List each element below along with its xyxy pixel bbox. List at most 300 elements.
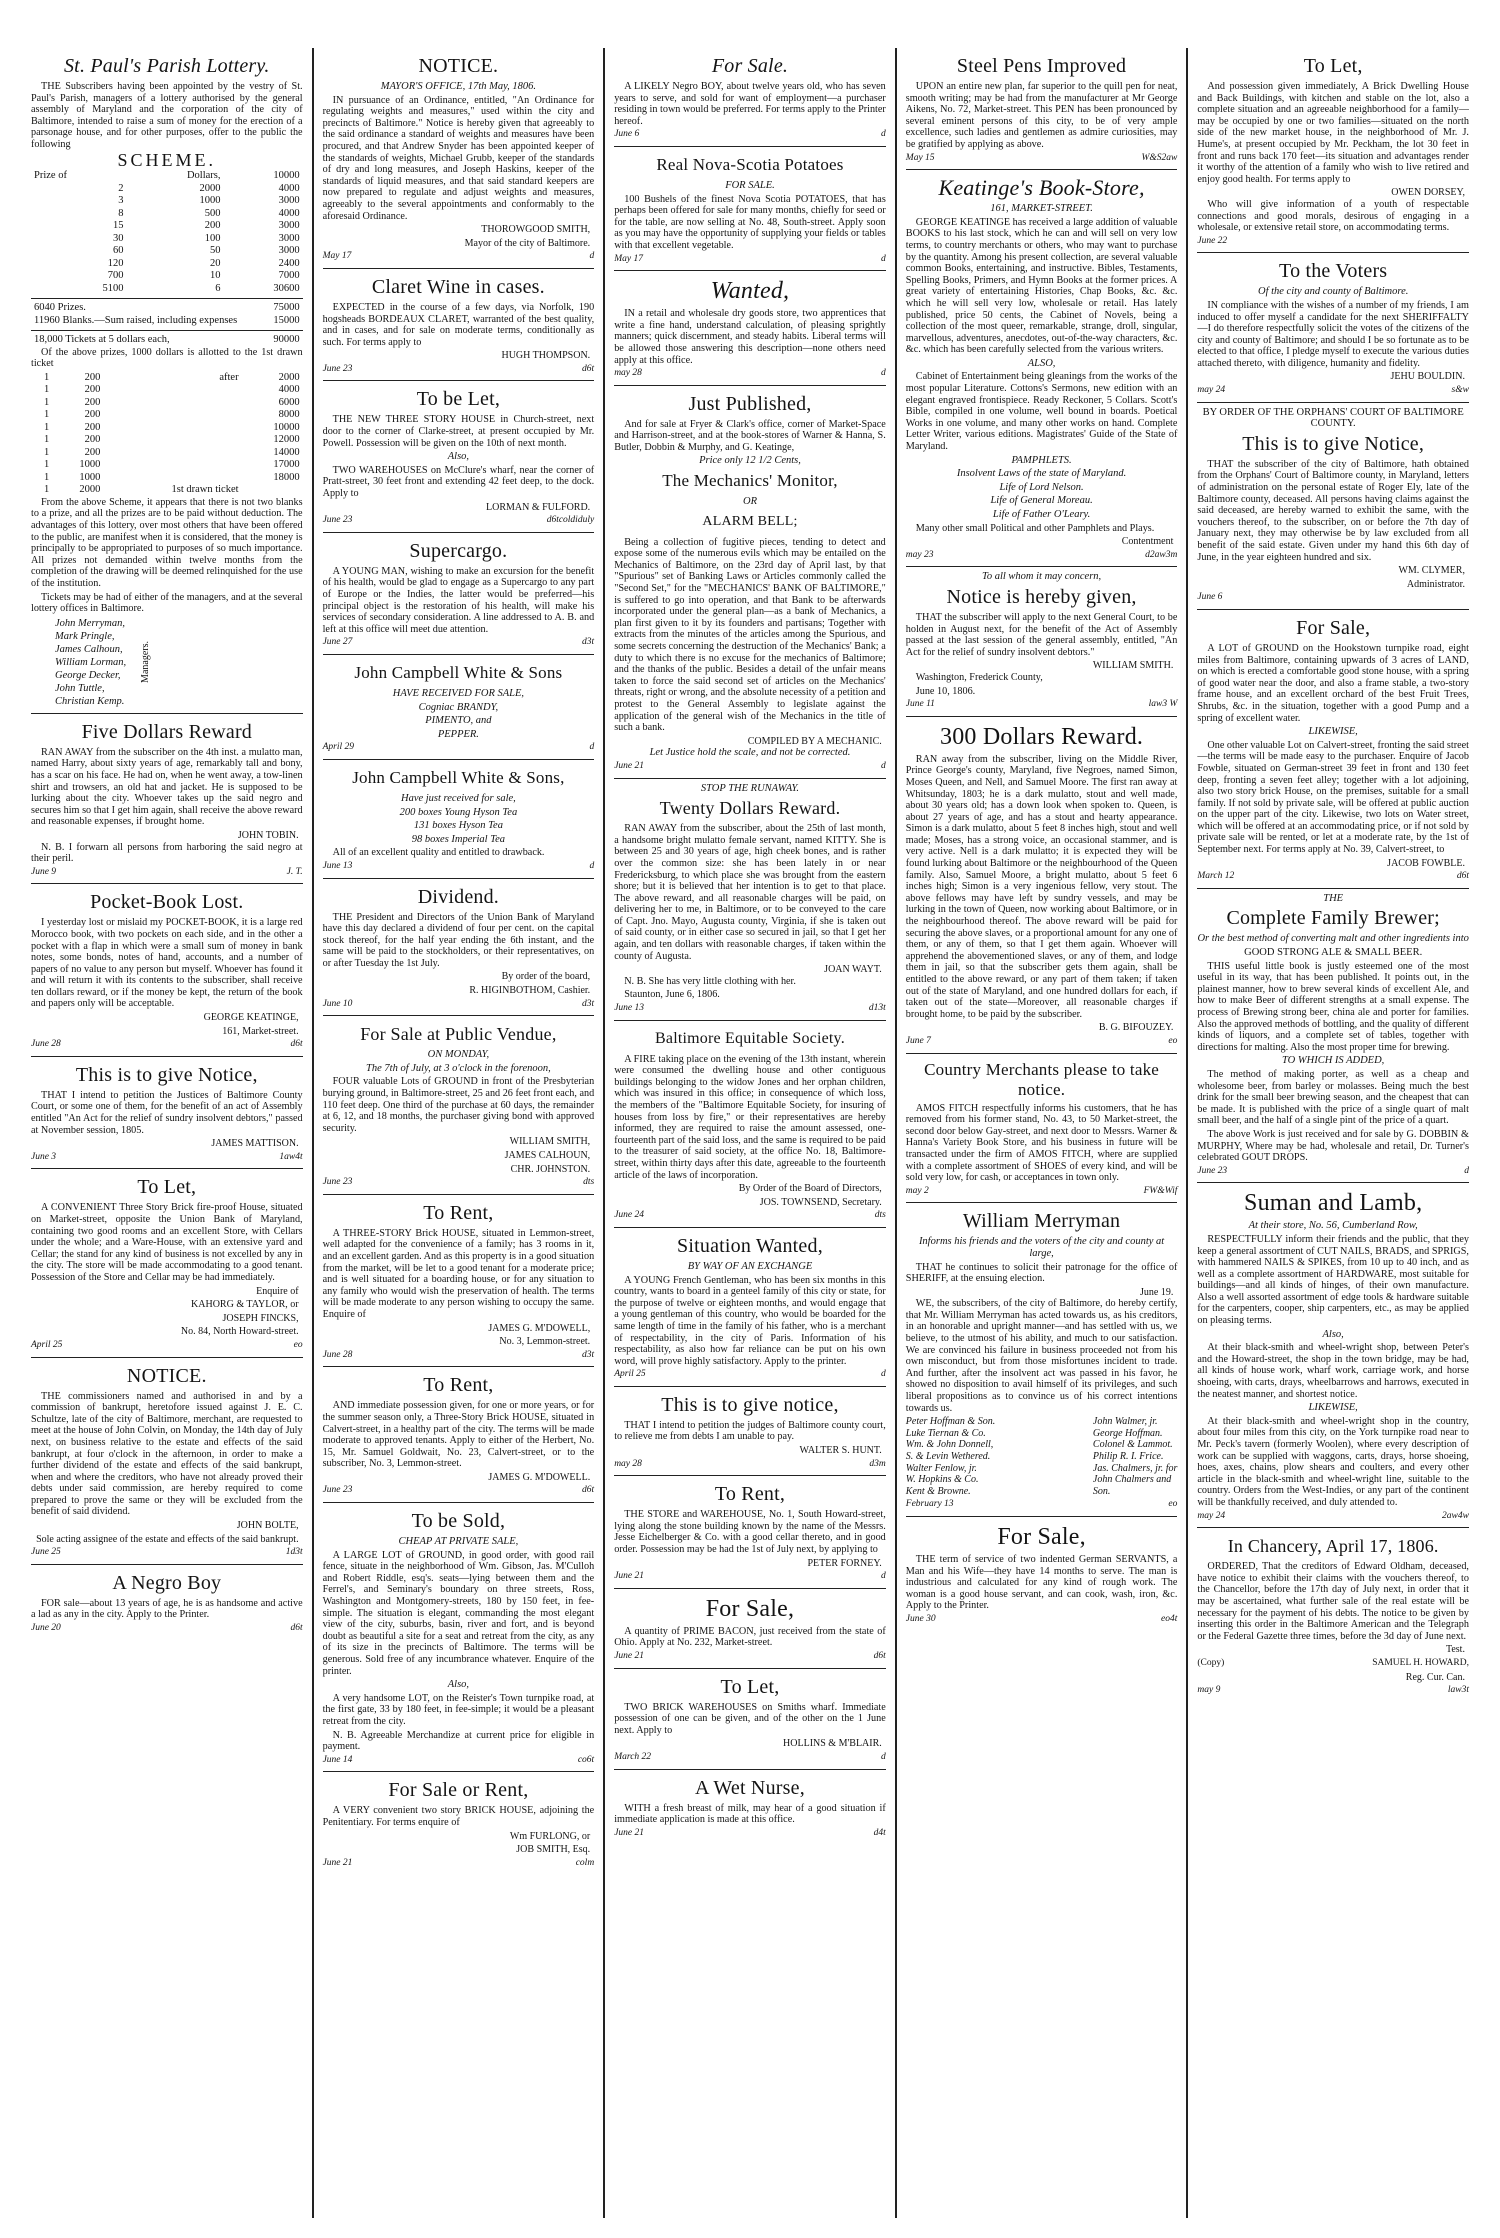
ad-code: law3 W <box>1148 699 1178 710</box>
ad-subtitle: MAYOR'S OFFICE, 17th May, 1806. <box>380 81 537 92</box>
ad-body-2: One other valuable Lot on Calvert-street, fronting the said street—the terms will be made easy to the purchaser. Enquire of Jacob Fowble, situated on German-street 39 feet in front and 130 feet deep, fronting a seven feet alley; together with a lot adjoining, also two story brick House, on the premises, suitable for a small family. If not sold by private sale, will be offered at public auction on the upper part of the city. Likewise, two lots on Water street, which will be offered at an accommodating price, or if not sold by private sale will be rented, or let at a moderate rate, by the 1st of September next. For terms apply at No. 39, Calvert-street, to <box>1197 739 1469 856</box>
ad-signature: JAMES G. M'DOWELL, <box>488 1322 591 1334</box>
drawn-row <box>31 372 303 385</box>
ad-code: d6t <box>582 363 595 374</box>
ad-code: d <box>589 860 595 871</box>
ad-body: TWO BRICK WAREHOUSES on Smiths wharf. Immediate possession of one can be given, and of the other on the 1 June next. Apply to <box>614 1701 886 1736</box>
signer-name: John Chalmers and <box>1092 1474 1172 1486</box>
ad-signature: LORMAN & FULFORD. <box>486 501 591 513</box>
drawn-cell: 1 <box>44 471 50 483</box>
prize-row <box>31 283 303 296</box>
ad-tolet-warehouses <box>614 1669 886 1770</box>
ad-footer <box>614 1828 886 1840</box>
drawn-intro: Of the above prizes, 1000 dollars is allotted to the 1st drawn ticket <box>31 346 303 370</box>
ad-lead: THE <box>1323 892 1344 904</box>
ad-signature: JOS. TOWNSEND, Secretary. <box>759 1196 882 1208</box>
ad-suman <box>1197 1183 1469 1528</box>
signers-left <box>906 1416 995 1497</box>
ad-date: June 28 <box>322 1349 353 1360</box>
ad-body: AMOS FITCH respectfully informs his customers, that he has removed from his former stand, No. 43, to 50 Market-street, the second door below Gay-street, and next door to Messrs. Warner & Hanna's Variety Book Store, and his business in future will be transacted under the firm of AMOS FITCH, where are supplied with a complete assortment of SHOES of every kind, and will be sold very low, for cash, or acceptances in town only. <box>905 1102 1178 1184</box>
ad-body-3: The above Work is just received and for sale by G. DOBBIN & MURPHY, Where may be had, wholesale and retail, Dr. Turner's celebrated GOUT DROPS. <box>1197 1128 1469 1164</box>
ad-subtitle: 161, MARKET-STREET. <box>990 203 1093 215</box>
ad-body: RAN away from the subscriber, living on the Middle River, Prince George's county, Maryland, five Negroes, named Simon, Moses Queen, and Nell, and Samuel Moore. The first ran away at Whitsunday, 1803; he is a dark mulatto, stout and well made, about 30 years old; has a down look when spoken to. Queen, is about 27 years of age, and has a stout and hearty appearance. Simon is a dark mulatto, about 5 feet 8 inches high, stout and well made; Moses, has a strong voice, an occasional stammer, and is very active. Nell is a dark mulatto; it is expected they will be found lurking about Baltimore or the neighbourhood of the Queen family. Also, Samuel Moore, a bright mulatto, about 5 feet 6 inches high; Simon is a very ingenious fellow, very stout. The above fellows may have left by sundry vessels, and may be lurking in the town of Queen, now working about Baltimore, or in the neighbourhood thereof. The above reward will be paid for securing the above slaves, or a proportional amount for any one of them, or any of them, so that I get them again. Whoever will apprehend the abovementioned slaves, or any of them, and lodge them in jail, so that the subscriber gets them again, shall be entitled to the above reward, or any part of them taken; if taken out of the state of Maryland, and one hundred dollars for each, if taken out of the state—Moreover, all reasonable charges if brought home, to be paid by the subscriber. <box>905 753 1178 1020</box>
ad-code: d <box>1464 1165 1469 1176</box>
ad-code: FW&Wif <box>1143 1185 1178 1196</box>
ad-date: may 23 <box>905 549 934 560</box>
ad-body: THE President and Directors of the Union Bank of Maryland have this day declared a dividend of four per cent. on the capital stock thereof, for the half year ending the 6th instant, and the same will be paid to the stockholders, or their representatives, on or after Tuesday the 1st July. <box>322 911 595 969</box>
ad-date: June 11 <box>905 699 935 710</box>
ad-code: law3t <box>1447 1685 1469 1696</box>
prize-header-cell: 10000 <box>273 170 300 182</box>
drawn-cell: 200 <box>84 384 101 396</box>
drawn-cell: 12000 <box>273 434 300 446</box>
ad-signature-title: Administrator. <box>1406 578 1465 590</box>
ad-signature: HOLLINS & M'BLAIR. <box>783 1738 882 1750</box>
ad-also: Also, <box>447 1679 470 1691</box>
ad-body-2: TWO WAREHOUSES on McClure's wharf, near the corner of Pratt-street, 30 feet front and extending 42 feet deep, to the dock. Apply to <box>322 464 595 500</box>
book-subtitle: ALARM BELL; <box>702 513 798 529</box>
ad-code: d <box>881 1571 886 1582</box>
ad-footer <box>323 1755 595 1767</box>
drawn-cell: 1 <box>44 484 50 496</box>
book-title: The Mechanics' Monitor, <box>662 471 838 491</box>
drawn-row <box>31 434 303 447</box>
signer-name: Luke Tiernan & Co. <box>905 1427 986 1439</box>
prize-cell: 4000 <box>278 182 300 194</box>
ad-signature: JOAN WAYT. <box>824 964 882 976</box>
prize-cell: 5100 <box>102 282 124 294</box>
ad-date: June 13 <box>322 860 353 871</box>
ad-code: d3t <box>582 637 595 648</box>
drawn-cell: 1 <box>44 371 50 383</box>
ad-footer <box>31 1152 303 1164</box>
ad-subtitle: FOR SALE. <box>725 179 775 191</box>
ad-date: June 9 <box>31 866 57 877</box>
ad-body: ORDERED, That the creditors of Edward Oldham, deceased, have notice to exhibit their claims with the vouchers thereof, to the Chancellor, before the 17th day of July next, in order that it may be ascertained, what further sale of the real estate will be necessary for the payment of his debts. The notice to be given by inserting this order in the Baltimore American and the Telegraph or the Federal Gazette three times, before the 3d day of June next. <box>1197 1561 1469 1642</box>
drawn-cell: 200 <box>84 421 101 433</box>
ad-title: Five Dollars Reward <box>81 720 253 743</box>
ad-signature: Wm FURLONG, or <box>509 1830 591 1842</box>
ad-body: A LOT of GROUND on the Hookstown turnpike road, eight miles from Baltimore, containing upwards of 3 acres of LAND, on which is erected a comfortable good stone house, with a spring of good water near the door, and also a frame stable, a two-story frame house, and an excellent orchard of the best Fruit Trees, Shrubs, &c. in the situation, together with a good Pump and a spring of excellent water. <box>1197 642 1469 724</box>
ad-title: A Wet Nurse, <box>695 1776 805 1799</box>
ad-code: d3t <box>582 998 595 1009</box>
item-list <box>323 807 595 846</box>
item-line: Cogniac BRANDY, <box>418 701 499 713</box>
ad-vendue <box>323 1016 595 1195</box>
prize-row <box>31 195 303 208</box>
ad-lead: BY ORDER OF THE ORPHANS' COURT OF BALTIMORE COUNTY. <box>1202 406 1464 430</box>
prize-cell: 200 <box>204 220 221 232</box>
ad-subtitle-2: The 7th of July, at 3 o'clock in the forenoon, <box>366 1062 551 1074</box>
ad-body: IN a retail and wholesale dry goods store, two apprentices that write a fine hand, understand calculation, of pleasing sprightly manners; quick discernment, and steady habits. Liberal terms will be allowed those answering this description—none others need apply at this office. <box>614 308 886 366</box>
ad-footer <box>323 1485 595 1497</box>
ad-subtitle: HAVE RECEIVED FOR SALE, <box>392 687 525 699</box>
ad-title: For Sale or Rent, <box>388 1779 529 1802</box>
ad-white-sons-2 <box>323 760 595 879</box>
ad-signature: JACOB FOWBLE. <box>1387 857 1465 869</box>
ad-forsale-negro <box>614 48 886 147</box>
ad-subtitle: CHEAP AT PRIVATE SALE, <box>398 1536 519 1548</box>
column-4 <box>897 48 1189 2218</box>
drawn-cell <box>103 447 241 460</box>
ad-footer <box>906 1614 1178 1626</box>
ad-footer <box>1197 1166 1469 1178</box>
ad-body-2: At their black-smith and wheel-wright shop, between Peter's and the Howard-street, the shop in the town bridge, may be had, all kinds of house work, wharf work, carriage work, and horse shoeing, with carts, drays, wheelbarrows and harrows, executed in the neatest manner, and shortest notice. <box>1197 1342 1469 1400</box>
ad-runaway <box>614 779 886 1021</box>
ad-title: To Let, <box>1303 55 1363 77</box>
ad-date: June 23 <box>322 1177 353 1188</box>
ad-brewer <box>1197 889 1469 1183</box>
drawn-cell: 200 <box>84 446 101 458</box>
ad-notice-hunt <box>614 1387 886 1476</box>
ad-body: A LARGE LOT of GROUND, in good order, with good rail fence, situate in the neighborhood of Wm. Gibson, Jas. M'Culloh and Robert Riddle, esq's. seats—lying between them and the Ferrel's, and Seminary's boundary on three streets, Ross, Washington and Montgomery-streets, 180 by 150 feet, in fee-simple. The situation is elegant, commanding the most elegant view of the city, suburbs, basin, river and fort, and is beyond doubt as beautiful a site for a seat and retreat from the city, as any of its size in the precincts of Baltimore. The terms will be generous. Sold free of any incumbrance whatever. Enquire of the printer. <box>322 1549 595 1677</box>
ad-footer <box>323 861 595 873</box>
ad-footer <box>906 153 1178 165</box>
ad-signature: THOROWGOOD SMITH, <box>481 224 591 236</box>
ad-title: Steel Pens Improved <box>956 55 1127 77</box>
ad-signature: HUGH THOMPSON. <box>501 350 591 362</box>
prize-cell: 500 <box>204 207 221 219</box>
ad-signature: KAHORG & TAYLOR, or <box>191 1299 299 1311</box>
item-line: 200 boxes Young Hyson Tea <box>399 806 518 818</box>
ad-footer <box>323 999 595 1011</box>
prize-cell: 30 <box>113 232 124 244</box>
item-line: PIMENTO, and <box>425 715 492 727</box>
ad-signature: JAMES G. M'DOWELL. <box>488 1471 591 1483</box>
signer-name: John Walmer, jr. <box>1092 1416 1158 1428</box>
ad-code: co6t <box>577 1754 595 1765</box>
prize-row <box>31 233 303 246</box>
ad-body: GEORGE KEATINGE has received a large addition of valuable BOOKS to his last stock, which he can and will sell on very low terms, to country merchants or others, who may want to purchase by the quantity. Among his present collection, are several valuable common Books, entertaining, and instructive. Bibles, Testaments, Spelling Books, Primers, and Hymn Books at the former prices. A great variety of entertaining Histories, Chap Books, &c. &c. which he will sell very low, wholesale or retail. Has lately published, price 50 cents, the Cabinet of Novels, being a collection of the most queer, remarkable, strange, droll, singular, marvellous, adventures, anecdotes, out-of-the-way characters, &c. &c. which has been carefully selected from the various writers. <box>905 216 1178 356</box>
ad-code: d6t <box>290 1039 303 1050</box>
ad-date: June 23 <box>322 363 353 374</box>
ad-footer <box>323 1858 595 1870</box>
ad-date: May 17 <box>322 251 352 262</box>
ad-body: THE commissioners named and authorised in and by a commission of bankrupt, heretofore issued against J. E. C. Schultze, late of the city of Baltimore, merchant, are requested to meet at the house of John Colvin, on Monday, the 14th day of July next, on business relative to the estate and effects of the said bankrupt, at four o'clock in the afternoon, in order to make a further dividend of the estate and effects of the said bankrupt, when and where the creditors, who have not already proved their debts under said commission, are hereby required to come prepared to prove the same or they will be excluded from the benefit of said dividend. <box>31 1390 303 1518</box>
prize-row <box>31 245 303 258</box>
ad-title: In Chancery, April 17, 1806. <box>1227 1536 1439 1557</box>
ad-body: THAT the subscriber will apply to the next General Court, to be holden in August next, for the benefit of the Act of Assembly passed at the last session of the general assembly, entitled, "An Act for the relief of sundry insolvent debtors." <box>905 611 1178 658</box>
drawn-cell: 10000 <box>273 421 300 433</box>
ad-date-inline: June 19. <box>1140 1286 1174 1298</box>
drawn-cell <box>103 472 241 485</box>
ad-code: d <box>881 1751 886 1762</box>
ad-body: RESPECTFULLY inform their friends and the public, that they keep a general assortment of CUT NAILS, BRADS, and SPRIGS, with hammered NAILS & SPIKES, from 10 up to 40 inch, and as well as a complete assortment of HARDWARE, most suitable for buildings—and all kinds of hinges, of their own manufacture. Also a well assorted assortment of edge tools & hardware suitable for the carpenters, cooper, ship carpenters, etc., as may be applied on pleasing terms. <box>1197 1233 1469 1327</box>
prize-cell: 50 <box>209 245 221 257</box>
ad-title: To be Let, <box>416 388 501 411</box>
drawn-row <box>31 384 303 397</box>
prize-cell: 2400 <box>278 257 300 269</box>
prize-cell: 2 <box>118 182 124 194</box>
ad-body: EXPECTED in the course of a few days, via Norfolk, 190 hogsheads BORDEAUX CLARET, warranted of the best quality, and in cases, and for sale on moderate terms, conditionally as such. For terms apply to <box>322 301 595 348</box>
ad-date: June 7 <box>905 1035 931 1046</box>
manager-name: James Calhoun, <box>55 643 123 655</box>
ad-footer <box>614 1651 886 1663</box>
managers-block <box>31 617 303 708</box>
ad-code: W&S2aw <box>1141 152 1178 163</box>
ad-body: RAN AWAY from the subscriber, about the 25th of last month, a handsome bright mulatto female servant, named KITTY. She is between 25 and 30 years of age, high cheek bones, and is rather over the common size: she has been lately in or near Fredericksburg, to which place she was brought from the eastern shore; but it is believed that her intention is to get to that place. The above reward, and all reasonable charges will be paid, on delivering her to me, in Baltimore, or to be conveyed to the care of Capt. Jno. Mayo, Augusta county, Virginia, if she is taken out of said county, or in either case so secured in jail, so that I get her again, and ten dollars with reasonable charges, if taken within the county of Augusta. <box>614 823 886 962</box>
ad-footer <box>614 1003 886 1015</box>
signer-name: Philip R. I. Frice. <box>1092 1451 1164 1462</box>
ad-body: All of an excellent quality and entitled to drawback. <box>332 847 545 859</box>
ad-code: d <box>589 742 595 753</box>
prize-header-cell: Dollars, <box>186 170 221 182</box>
prize-cell: 3000 <box>278 195 300 207</box>
ad-footer <box>323 1177 595 1189</box>
drawn-cell: after <box>219 371 239 383</box>
ad-date: June 14 <box>322 1754 353 1765</box>
pamphlet-item: Insolvent Laws of the state of Maryland. <box>956 468 1127 480</box>
ad-signature: JOSEPH FINCKS, <box>222 1312 299 1324</box>
divider <box>31 298 303 299</box>
prize-cell: 10 <box>209 270 221 282</box>
tickets-label: 18,000 Tickets at 5 dollars each, <box>34 334 170 346</box>
ad-footer <box>1197 236 1469 248</box>
ad-note: N. B. Agreeable Merchandize at current price for eligible in payment. <box>322 1729 595 1753</box>
ad-date: may 24 <box>1197 1510 1226 1521</box>
ad-footer <box>1197 592 1469 604</box>
prize-row <box>31 270 303 283</box>
drawn-cell: 1000 <box>79 459 101 471</box>
ad-footer <box>323 637 595 649</box>
ad-tobesold <box>323 1503 595 1772</box>
ad-title: Wanted, <box>710 278 790 305</box>
ad-test: Test. <box>1445 1644 1465 1656</box>
ad-signature: SAMUEL H. HOWARD, <box>1372 1657 1469 1668</box>
prize-row <box>31 220 303 233</box>
ad-body: A YOUNG French Gentleman, who has been six months in this country, wants to board in a genteel family of this city or state, for the purpose of twelve or eighteen months, and would engage that a young gentleman of this country, who would be boarded for the same length of time in the family of his father, who is a merchant of respectability, in the city of Paris. Information of his respectability, as also how far reliance can be put on his own word, will prove highly satisfactory. Apply to the printer. <box>614 1274 886 1367</box>
ad-price: Price only 12 1/2 Cents, <box>699 455 801 467</box>
managers-note: Tickets may be had of either of the managers, and at the several lottery offices in Baltimore. <box>31 591 303 615</box>
ad-chancery <box>1197 1528 1469 1702</box>
ad-subtitle: At their store, No. 56, Cumberland Row, <box>1248 1220 1418 1232</box>
ad-body: THAT he continues to solicit their patronage for the office of SHERIFF, at the ensuing election. <box>905 1261 1178 1285</box>
ad-body: UPON an entire new plan, far superior to the quill pen for neat, smooth writing; may be had from the manufacturer at Mr George Aikens, No. 72, Market-street. This PEN has been pronounced by several eminent persons of this city, to be of very ample excellence, such ladies and gentlemen as admire curiosities, may be gratified by applying as above. <box>905 81 1178 150</box>
ad-footer <box>31 1623 303 1635</box>
ad-code: d2aw3m <box>1145 549 1178 560</box>
ad-title: For Sale at Public Vendue, <box>360 1024 557 1045</box>
ad-footer <box>614 1369 886 1381</box>
ad-code: d6t <box>290 1623 303 1634</box>
ad-date: may 28 <box>614 368 642 379</box>
ad-body: A FIRE taking place on the evening of the 13th instant, wherein were consumed the dwelling house and other contiguous buildings belonging to the widow Jones and her orphan children, which was insured in this office; in consequence of which loss, the members of the "Baltimore Equitable Society, for insuring of houses from loss by fire," or their representatives are hereby informed, they are required to raise the amount assessed, one-fourteenth part of the said loss, and the same is required to be paid to the treasurer of said society, at the office No. 18, Baltimore-street, within thirty days after this date, agreeable to the fourteenth article of the laws of incorporation. <box>614 1053 886 1181</box>
prize-cell: 700 <box>107 270 124 282</box>
ad-footer <box>1197 385 1469 397</box>
drawn-cell: 1 <box>44 421 50 433</box>
ad-title: John Campbell White & Sons <box>354 662 563 682</box>
drawn-cell: 4000 <box>278 384 300 396</box>
ad-title: John Campbell White & Sons, <box>352 767 565 787</box>
prize-cell: 4000 <box>278 207 300 219</box>
ad-signature: R. HIGINBOTHOM, Cashier. <box>469 985 591 997</box>
drawn-cell: 14000 <box>273 446 300 458</box>
ad-title: To Rent, <box>423 1201 494 1224</box>
book-or: OR <box>742 496 757 508</box>
drawn-row <box>31 422 303 435</box>
ad-reward5 <box>31 714 303 885</box>
ad-code: d6t <box>1456 871 1469 882</box>
drawn-cell: 1 <box>44 434 50 446</box>
ad-voters <box>1197 253 1469 402</box>
item-list <box>323 702 595 741</box>
ad-title: Country Merchants please to take notice. <box>924 1059 1160 1099</box>
drawn-cell <box>103 384 241 397</box>
ad-copy: (Copy) <box>1197 1657 1225 1668</box>
signer-name: W. Hopkins & Co. <box>905 1474 979 1486</box>
ad-code: d <box>881 368 886 379</box>
ad-title: To Rent, <box>423 1374 494 1397</box>
ad-date: June 21 <box>614 1827 644 1838</box>
signer-name: Jas. Chalmers, jr. for <box>1092 1462 1178 1474</box>
ad-title: 300 Dollars Reward. <box>940 723 1144 750</box>
prize-cell: 20 <box>209 257 221 269</box>
ad-date: April 29 <box>322 742 354 753</box>
ad-title: Dividend. <box>417 885 499 908</box>
ad-code: J. T. <box>286 866 303 877</box>
ad-also: ALSO, <box>1027 357 1056 369</box>
ad-body: A quantity of PRIME BACON, just received from the state of Ohio. Apply at No. 232, Market-street. <box>614 1625 886 1649</box>
ad-lottery <box>31 48 303 714</box>
ad-also-2: LIKEWISE, <box>1308 1402 1358 1414</box>
ad-signature: OWEN DORSEY, <box>1391 187 1465 199</box>
ad-signature: Contentment <box>1121 536 1174 548</box>
ad-footer <box>614 1210 886 1222</box>
ad-date: June 21 <box>614 760 644 771</box>
ad-torent-lemmon <box>323 1195 595 1368</box>
ad-note-2: Staunton, June 6, 1806. <box>624 989 720 1001</box>
ad-body: THE Subscribers having been appointed by the vestry of St. Paul's Parish, managers of a lottery authorised by the general assembly of Maryland and the corporation of the city of Baltimore, intended to raise a sum of money for the erection of a parsonage house, and for other purposes, offer to the public the following <box>31 81 303 150</box>
ad-forsale-fowble <box>1197 610 1469 889</box>
ad-merryman <box>906 1203 1178 1517</box>
drawn-cell <box>103 409 241 422</box>
ad-body: And for sale at Fryer & Clark's office, corner of Market-Space and Harrison-street, and at the book-stores of Warner & Hanna, S. Butler, Dobbin & Murphy, and G. Keatinge, <box>614 418 886 453</box>
ad-signature-lead: By order of the board, <box>501 971 591 983</box>
ad-footer <box>31 1340 303 1352</box>
ad-body: FOUR valuable Lots of GROUND in front of the Presbyterian burying ground, in Baltimore-street, 25 and 26 feet front each, and 110 feet deep. One third of the purchase at 60 days, the remainder at 6, 12, and 18 months, the purchaser giving bond with approved security. <box>322 1076 595 1134</box>
ad-footer <box>906 699 1178 711</box>
ad-body: 100 Bushels of the finest Nova Scotia POTATOES, that has perhaps been offered for sale for many months, chiefly for seed or for the table, are now selling at No. 48, South-street. Apply soon as you may have the opportunity of supplying your fields or tables with that excellent vegetable. <box>614 193 886 251</box>
ad-also: LIKEWISE, <box>1308 726 1358 738</box>
ad-code: d6tcoldiduly <box>546 515 595 526</box>
ad-signature: JOB SMITH, Esq. <box>516 1844 591 1856</box>
ad-code: eo <box>293 1339 303 1350</box>
ad-note: N. B. I forwarn all persons from harboring the said negro at their peril. <box>31 841 303 865</box>
ad-torent-calvert <box>323 1367 595 1503</box>
column-2 <box>314 48 606 2218</box>
ad-body: IN compliance with the wishes of a number of my friends, I am induced to offer myself a candidate for the next SHERIFFALTY—I do therefore respectfully solicit the votes of the citizens of the city and county of Baltimore; and should I be so fortunate as to be elected to that office, I pledge myself to execute the various duties attached thereto, with diligence, humanity and fidelity. <box>1197 299 1469 369</box>
ad-published <box>614 386 886 779</box>
ad-pocketbook <box>31 884 303 1057</box>
prize-cell: 60 <box>113 245 124 257</box>
drawn-cell: 200 <box>84 371 101 383</box>
signer-name: Son. <box>1092 1485 1111 1497</box>
ad-signature: GEORGE KEATINGE, <box>203 1012 299 1024</box>
ad-footer <box>31 867 303 879</box>
ad-note-2: June 10, 1806. <box>915 685 976 697</box>
pamphlet-list <box>906 468 1178 520</box>
manager-name: George Decker, <box>55 669 121 681</box>
ad-note: N. B. She has very little clothing with her. <box>624 975 796 987</box>
item-line: PEPPER. <box>437 728 479 740</box>
ad-title: Claret Wine in cases. <box>371 275 545 298</box>
ad-title: Real Nova-Scotia Potatoes <box>656 154 844 174</box>
ad-date: may 24 <box>1197 385 1226 396</box>
ad-body-2: A very handsome LOT, on the Reister's Town turnpike road, at the first gate, 33 by 180 feet, in fee-simple; it would be a pleasant retreat from the city. <box>322 1692 595 1727</box>
ad-code: 1d3t <box>285 1547 303 1558</box>
ad-signature: WM. CLYMER, <box>1398 565 1465 577</box>
ad-signature: B. G. BIFOUZEY. <box>1098 1022 1174 1034</box>
ad-title: Baltimore Equitable Society. <box>655 1029 845 1047</box>
ad-notice-smith <box>906 567 1178 716</box>
ad-title: To Rent, <box>714 1483 786 1506</box>
ad-date: February 13 <box>905 1499 954 1510</box>
ad-steelpens <box>906 48 1178 170</box>
prize-cell: 3000 <box>278 245 300 257</box>
ad-footer <box>906 1499 1178 1511</box>
drawn-cell: 2000 <box>278 371 300 383</box>
ad-date: June 6 <box>1197 592 1223 603</box>
ad-footer <box>614 368 886 380</box>
drawn-cell: 1000 <box>79 471 101 483</box>
ad-fitch <box>906 1054 1178 1204</box>
ad-copy-line <box>1197 1658 1469 1670</box>
ad-code: 2aw4w <box>1442 1510 1469 1521</box>
manager-name: Christian Kemp. <box>55 695 125 707</box>
ad-date: June 28 <box>31 1039 61 1050</box>
ad-title: Twenty Dollars Reward. <box>659 798 841 819</box>
prize-header-row <box>31 170 303 183</box>
item-line: 131 boxes Hyson Tea <box>413 820 503 832</box>
ad-body: THE STORE and WAREHOUSE, No. 1, South Howard-street, lying along the stone building known by the name of the Messrs. Jesse Eichelberger & Co. with a good cellar thereto, and in good order. Possession may be had the 1st of July next, by applying to <box>614 1509 886 1556</box>
signers-right <box>1093 1416 1177 1497</box>
totals-label: 6040 Prizes. <box>34 302 86 314</box>
signer-name: Peter Hoffman & Son. <box>905 1416 996 1428</box>
ad-footer <box>614 1571 886 1583</box>
ad-body: THAT I intend to petition the Justices of Baltimore County Court, or some one of them, for the benefit of an act of Assembly entitled "An Act for the relief of sundry insolvent debtors," passed at November session, 1805. <box>31 1089 303 1136</box>
ad-title: To Let, <box>720 1675 780 1698</box>
ad-footer <box>906 1186 1178 1198</box>
ad-signature: WALTER S. HUNT. <box>799 1445 882 1457</box>
ad-torent-forney <box>614 1476 886 1589</box>
ad-forsale-bacon <box>614 1589 886 1669</box>
prize-cell: 120 <box>107 257 124 269</box>
drawn-cell: 200 <box>84 434 101 446</box>
ad-code: d <box>881 1369 886 1380</box>
ad-signature-title: Mayor of the city of Baltimore. <box>464 237 591 249</box>
ad-lead: To all whom it may concern, <box>981 571 1102 583</box>
ad-potatoes <box>614 147 886 271</box>
ad-code: d <box>881 129 886 140</box>
ad-code: eo <box>1168 1035 1178 1046</box>
blanks-value: 15000 <box>273 314 300 326</box>
ad-date: June 21 <box>614 1571 644 1582</box>
pamphlets-heading: PAMPHLETS. <box>1011 454 1072 466</box>
ad-forsale-servants <box>906 1517 1178 1631</box>
ad-title: For Sale, <box>1296 616 1371 639</box>
ad-title: Supercargo. <box>409 539 508 562</box>
item-line: 98 boxes Imperial Tea <box>411 833 505 845</box>
ad-date: may 28 <box>614 1458 642 1469</box>
column-5 <box>1188 48 1478 2218</box>
drawn-cell: 18000 <box>273 471 300 483</box>
ad-reward300 <box>906 717 1178 1054</box>
divider <box>31 330 303 331</box>
ad-title: NOTICE. <box>418 55 499 77</box>
prize-cell: 3000 <box>278 220 300 232</box>
ad-footer <box>614 761 886 773</box>
ad-signature: PETER FORNEY. <box>807 1557 882 1569</box>
ad-body: THE term of service of two indented German SERVANTS, a Man and his Wife—they have 14 months to serve. The man is industrious and calculated for any kind of rough work. The woman is a good house servant, and can cook, wash, iron, &c. Apply to the Printer. <box>905 1553 1178 1612</box>
